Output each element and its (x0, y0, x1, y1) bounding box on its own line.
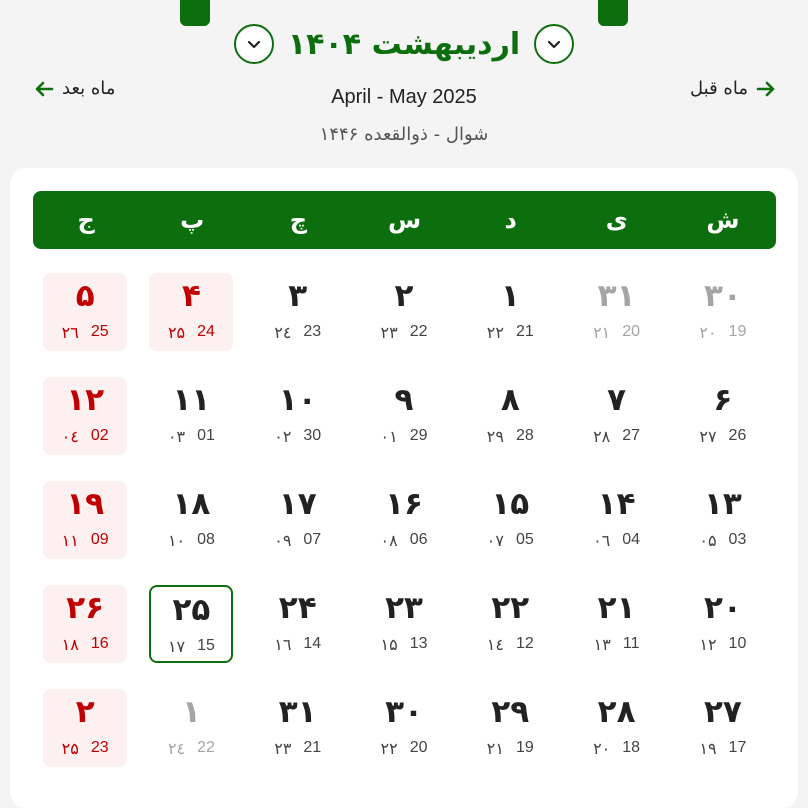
persian-day-number: ۱۷ (278, 486, 317, 522)
persian-day-number: ۱۲ (66, 382, 105, 418)
gregorian-day-number: 12 (515, 635, 534, 652)
next-month-label: ماه بعد (62, 78, 116, 99)
day-cell[interactable] (575, 377, 659, 455)
gregorian-day-number: 04 (622, 531, 641, 548)
day-cell[interactable] (256, 481, 340, 559)
day-cell[interactable] (468, 585, 552, 663)
gregorian-day-number: 27 (622, 427, 641, 444)
secondary-dates (151, 637, 231, 657)
day-cell[interactable] (149, 377, 233, 455)
gregorian-range: April - May 2025 (331, 86, 477, 108)
hijri-day-number: ۱٤ (486, 637, 504, 654)
day-cell[interactable] (43, 585, 127, 663)
day-cell[interactable] (362, 585, 446, 663)
day-cell[interactable] (468, 481, 552, 559)
secondary-dates (362, 323, 446, 343)
persian-day-number: ۹ (394, 382, 414, 418)
secondary-dates (362, 635, 446, 655)
day-cell[interactable] (43, 481, 127, 559)
hijri-day-number: ۲٤ (274, 325, 292, 342)
secondary-dates (256, 427, 340, 447)
persian-day-number: ۲۰ (703, 590, 742, 626)
month-selector (0, 18, 808, 70)
secondary-dates (468, 323, 552, 343)
hijri-day-number: ۰۲ (274, 429, 292, 446)
day-cell[interactable] (681, 689, 765, 767)
hijri-day-number: ۰۸ (380, 533, 398, 550)
persian-day-number: ۸ (500, 382, 520, 418)
hijri-day-number: ۲۲ (380, 741, 398, 758)
chevron-down-icon (246, 36, 262, 52)
persian-day-number: ۱۳ (703, 486, 742, 522)
calendar-header (0, 12, 808, 162)
hijri-day-number: ۲۰ (593, 741, 611, 758)
persian-day-number: ۵ (75, 278, 95, 314)
persian-day-number: ۲۱ (597, 590, 636, 626)
hijri-day-number: ۲۳ (274, 741, 292, 758)
secondary-dates (681, 531, 765, 551)
persian-day-number: ۳۰ (703, 278, 742, 314)
hijri-day-number: ۱۹ (699, 741, 717, 758)
secondary-dates (575, 635, 659, 655)
day-cell[interactable] (362, 689, 446, 767)
hijri-day-number: ۱۸ (61, 637, 79, 654)
gregorian-day-number: 19 (728, 323, 747, 340)
day-cell[interactable] (256, 689, 340, 767)
gregorian-day-number: 11 (622, 635, 640, 652)
persian-day-number: ۴ (181, 278, 201, 314)
hijri-day-number: ۰۳ (167, 429, 186, 446)
gregorian-day-number: 18 (622, 739, 641, 756)
hijri-day-number: ۲٤ (167, 741, 186, 758)
persian-day-number: ۱۶ (385, 486, 423, 522)
day-cell[interactable] (575, 689, 659, 767)
secondary-dates (681, 427, 765, 447)
hijri-day-number: ۲۷ (699, 429, 717, 446)
gregorian-day-number: 24 (197, 323, 215, 340)
hijri-range: شوال - ذوالقعده ۱۴۴۶ (319, 124, 489, 145)
weekday-label: پ (180, 206, 205, 234)
gregorian-day-number: 23 (303, 323, 322, 340)
gregorian-day-number: 20 (622, 323, 641, 340)
day-cell[interactable] (149, 273, 233, 351)
gregorian-day-number: 22 (409, 323, 428, 340)
hijri-day-number: ۱۷ (167, 639, 186, 656)
day-grid (32, 273, 776, 767)
persian-day-number: ۱۹ (66, 486, 105, 522)
secondary-dates (468, 635, 552, 655)
gregorian-day-number: 23 (90, 739, 109, 756)
hijri-day-number: ۰٤ (61, 429, 79, 446)
gregorian-day-number: 28 (515, 427, 534, 444)
gregorian-day-number: 08 (197, 531, 215, 548)
hijri-day-number: ۲۰ (699, 325, 717, 342)
secondary-dates (575, 739, 659, 759)
persian-day-number: ۱۱ (172, 382, 211, 418)
secondary-dates (681, 739, 765, 759)
secondary-dates (149, 739, 233, 759)
year-dropdown-button[interactable] (534, 24, 574, 64)
hijri-day-number: ۱۲ (699, 637, 717, 654)
gregorian-day-number: 21 (515, 323, 534, 340)
hijri-day-number: ۲۹ (486, 429, 504, 446)
secondary-dates (575, 531, 659, 551)
persian-day-number: ۱۵ (491, 486, 530, 522)
weekday-label: س (387, 206, 422, 234)
weekday-header (33, 191, 776, 249)
persian-day-number: ۲۳ (385, 590, 423, 626)
day-cell[interactable] (362, 273, 446, 351)
secondary-dates (43, 531, 127, 551)
gregorian-day-number: 30 (303, 427, 322, 444)
secondary-dates (681, 635, 765, 655)
gregorian-day-number: 26 (728, 427, 747, 444)
gregorian-day-number: 14 (303, 635, 322, 652)
day-cell[interactable] (681, 273, 765, 351)
secondary-dates (149, 427, 233, 447)
day-cell[interactable] (575, 273, 659, 351)
day-cell[interactable] (256, 273, 340, 351)
persian-day-number: ۱ (500, 278, 520, 314)
secondary-dates (43, 427, 127, 447)
secondary-dates (575, 427, 659, 447)
gregorian-day-number: 22 (197, 739, 215, 756)
hijri-day-number: ۰٦ (593, 533, 611, 550)
day-cell-today[interactable] (149, 585, 233, 663)
hijri-day-number: ۲۸ (593, 429, 611, 446)
persian-day-number: ۲۵ (172, 592, 211, 628)
day-cell[interactable] (362, 481, 446, 559)
persian-day-number: ۳۱ (278, 694, 317, 730)
secondary-dates (468, 739, 552, 759)
persian-day-number: ۲۲ (491, 590, 530, 626)
day-cell[interactable] (468, 377, 552, 455)
persian-day-number: ۳۱ (597, 278, 636, 314)
hijri-day-number: ۲۵ (61, 741, 79, 758)
persian-day-number: ۱ (181, 694, 201, 730)
hijri-day-number: ۲۲ (486, 325, 504, 342)
previous-month-label: ماه قبل (690, 78, 748, 99)
day-cell[interactable] (362, 377, 446, 455)
secondary-dates (256, 739, 340, 759)
persian-day-number: ۷ (607, 382, 627, 418)
secondary-dates (256, 531, 340, 551)
day-cell[interactable] (468, 689, 552, 767)
hijri-day-number: ۱۱ (61, 533, 79, 550)
gregorian-day-number: 07 (303, 531, 322, 548)
persian-day-number: ۲۹ (491, 694, 530, 730)
secondary-dates (43, 635, 127, 655)
day-cell[interactable] (256, 377, 340, 455)
persian-day-number: ۶ (713, 382, 733, 418)
secondary-dates (362, 427, 446, 447)
secondary-dates (362, 531, 446, 551)
month-dropdown-button[interactable] (234, 24, 274, 64)
hijri-day-number: ۱۳ (593, 637, 611, 654)
persian-day-number: ۲۷ (703, 694, 742, 730)
hijri-day-number: ۱۰ (167, 533, 186, 550)
secondary-dates (43, 323, 127, 343)
month-title: اردیبهشت ۱۴۰۴ (287, 26, 521, 62)
chevron-down-icon (546, 36, 562, 52)
day-cell[interactable] (256, 585, 340, 663)
gregorian-day-number: 13 (409, 635, 428, 652)
day-cell[interactable] (149, 481, 233, 559)
hijri-day-number: ۲٦ (61, 325, 79, 342)
gregorian-day-number: 03 (728, 531, 747, 548)
day-cell[interactable] (575, 481, 659, 559)
persian-day-number: ۲۸ (597, 694, 636, 730)
day-cell[interactable] (468, 273, 552, 351)
gregorian-day-number: 09 (90, 531, 109, 548)
secondary-dates (681, 323, 765, 343)
gregorian-day-number: 20 (409, 739, 428, 756)
day-cell[interactable] (149, 689, 233, 767)
day-cell[interactable] (575, 585, 659, 663)
secondary-dates (362, 739, 446, 759)
hijri-day-number: ۰۱ (380, 429, 398, 446)
hijri-day-number: ۱۵ (380, 637, 398, 654)
persian-day-number: ۲۶ (66, 590, 105, 626)
gregorian-day-number: 19 (515, 739, 534, 756)
secondary-dates (149, 323, 233, 343)
weekday-label: د (504, 206, 517, 234)
persian-day-number: ۱۰ (278, 382, 317, 418)
day-cell[interactable] (681, 377, 765, 455)
hijri-day-number: ۲۳ (380, 325, 398, 342)
secondary-dates (256, 635, 340, 655)
weekday-label: ش (706, 206, 740, 234)
secondary-dates (43, 739, 127, 759)
gregorian-day-number: 21 (303, 739, 322, 756)
persian-day-number: ۲۴ (278, 590, 317, 626)
day-cell[interactable] (43, 377, 127, 455)
gregorian-day-number: 16 (90, 635, 109, 652)
calendar-card (10, 168, 798, 808)
persian-day-number: ۳۰ (385, 694, 423, 730)
hijri-day-number: ۰۷ (486, 533, 504, 550)
gregorian-day-number: 15 (197, 637, 215, 654)
gregorian-day-number: 02 (90, 427, 109, 444)
persian-day-number: ۳ (288, 278, 308, 314)
persian-day-number: ۲ (394, 278, 414, 314)
hijri-day-number: ۱٦ (274, 637, 292, 654)
gregorian-day-number: 25 (90, 323, 109, 340)
day-cell[interactable] (43, 689, 127, 767)
day-cell[interactable] (681, 481, 765, 559)
hijri-day-number: ۰۹ (274, 533, 292, 550)
secondary-dates (468, 531, 552, 551)
gregorian-day-number: 17 (728, 739, 747, 756)
secondary-dates (468, 427, 552, 447)
day-cell[interactable] (43, 273, 127, 351)
day-cell[interactable] (681, 585, 765, 663)
gregorian-day-number: 10 (728, 635, 747, 652)
gregorian-day-number: 06 (409, 531, 428, 548)
persian-day-number: ۲ (75, 694, 95, 730)
persian-day-number: ۱۸ (172, 486, 211, 522)
weekday-label: ی (605, 206, 628, 234)
hijri-day-number: ۲۱ (593, 325, 611, 342)
secondary-dates (575, 323, 659, 343)
hijri-day-number: ۲۵ (167, 325, 186, 342)
weekday-label: چ (289, 206, 308, 234)
hijri-day-number: ۲۱ (486, 741, 504, 758)
gregorian-day-number: 29 (409, 427, 428, 444)
gregorian-day-number: 01 (197, 427, 215, 444)
weekday-label: ج (77, 206, 95, 234)
secondary-dates (256, 323, 340, 343)
persian-day-number: ۱۴ (597, 486, 636, 522)
secondary-dates (149, 531, 233, 551)
gregorian-day-number: 05 (515, 531, 534, 548)
hijri-day-number: ۰۵ (699, 533, 717, 550)
